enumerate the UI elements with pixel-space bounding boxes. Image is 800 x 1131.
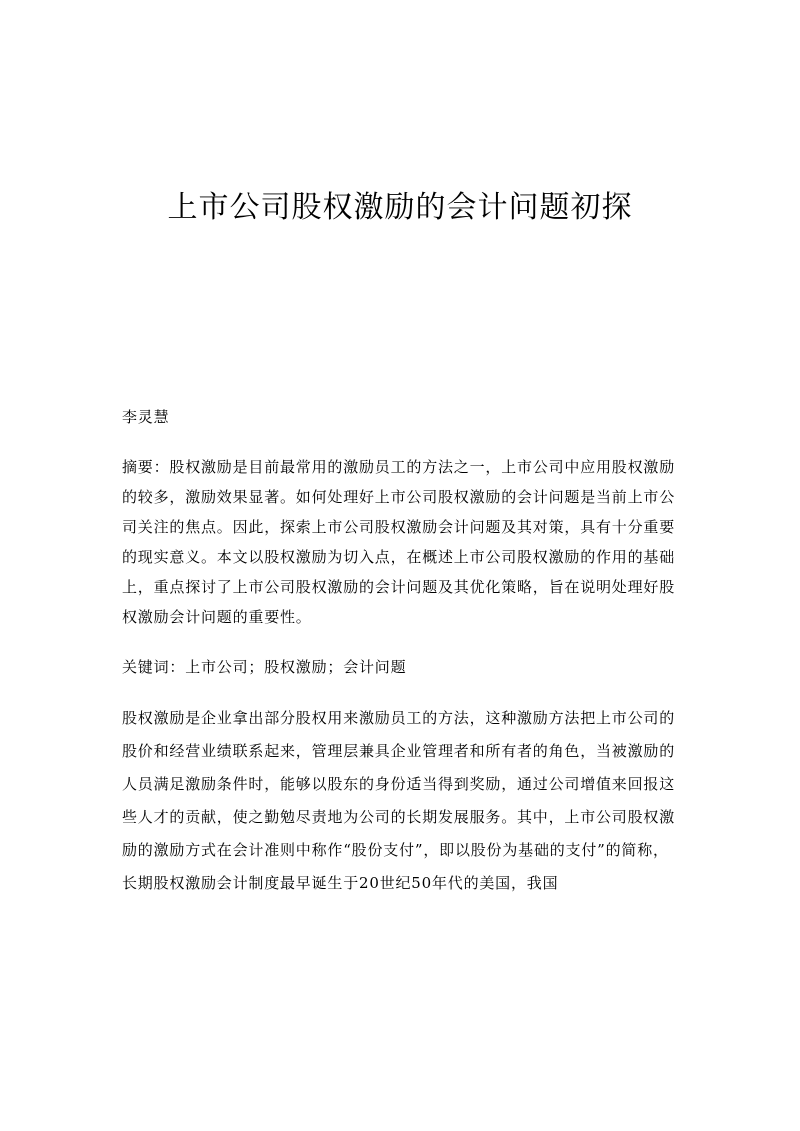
paper-content <box>122 402 678 900</box>
abstract-paragraph: 摘要：股权激励是目前最常用的激励员工的方法之一，上市公司中应用股权激励的较多，激励效果显著。如何处理好上市公司股权激励的会计问题是当前上市公司关注的焦点。因此，探索上市公司股权激励会计问题及其对策，具有十分重要的现实意义。本文以股权激励为切入点，在概述上市公司股权激励的作用的基础上，重点探讨了上市公司股权激励的会计问题及其优化策略，旨在说明处理好股权激励会计问题的重要性。 <box>122 458 676 626</box>
paper-title: 上市公司股权激励的会计问题初探 <box>167 190 633 225</box>
keywords-line: 关键词：上市公司；股权激励；会计问题 <box>122 658 407 676</box>
author-name: 李灵慧 <box>122 408 170 426</box>
body-paragraph: 股权激励是企业拿出部分股权用来激励员工的方法，这种激励方法把上市公司的股价和经营业绩联系起来，管理层兼具企业管理者和所有者的角色，当被激励的人员满足激励条件时，能够以股东的身份适当得到奖励，通过公司增值来回报这些人才的贡献，使之勤勉尽责地为公司的长期发展服务。其中，上市公司股权激励的激励方式在会计准则中称作“股份支付”，即以股份为基础的支付”的简称，长期股权激励会计制度最早诞生于20世纪50年代的美国，我国 <box>122 709 676 892</box>
